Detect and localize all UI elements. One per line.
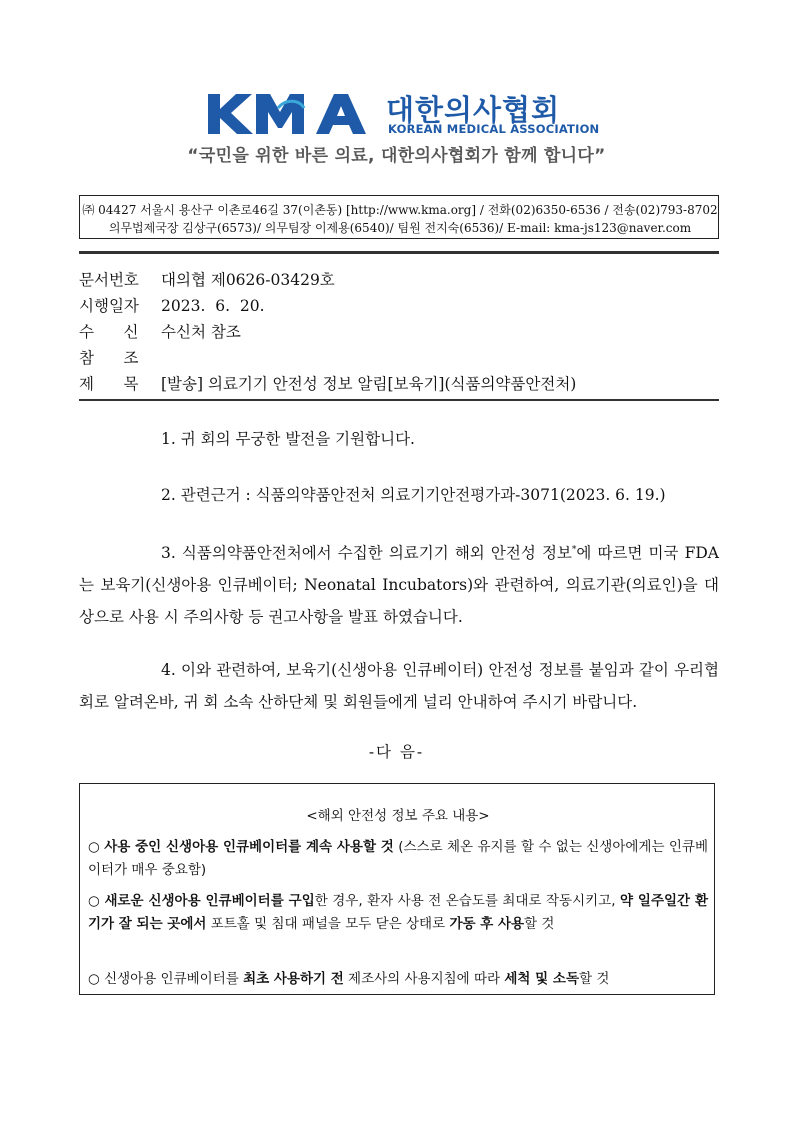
item-2-bold-2: 약 일주일간 환기가 잘 되는 곳에서 <box>88 893 708 932</box>
notice-heading: -다 음- <box>368 743 425 761</box>
item-2-bold-1: 새로운 신생아용 인큐베이터를 구입 <box>104 893 315 909</box>
bullet-circle: ○ <box>88 893 100 909</box>
meta-label: 참 조 <box>79 349 139 367</box>
item-1-text: (스스로 체온 유지를 할 수 없는 신생아에게는 인큐베이터가 매우 중요함) <box>88 839 708 878</box>
meta-recipient <box>79 320 241 342</box>
paragraph-3-start: 3. 식품의약품안전처에서 수집한 의료기기 해외 안전성 정보 <box>161 544 572 563</box>
meta-reference <box>79 346 161 368</box>
paragraph-3 <box>79 534 719 633</box>
safety-info-title: <해외 안전성 정보 주요 내용> <box>306 808 490 824</box>
meta-issue-date <box>79 294 265 316</box>
item-3-text-1: 신생아용 인큐베이터를 <box>99 971 244 987</box>
contact-box <box>79 195 719 239</box>
item-3-bold-1: 최초 사용하기 전 <box>243 971 344 987</box>
item-1-bold: 사용 중인 신생아용 인큐베이터를 계속 사용할 것 <box>104 839 394 855</box>
meta-label: 수 신 <box>79 323 139 341</box>
paragraph-1: 1. 귀 회의 무궁한 발전을 기원합니다. <box>161 430 415 448</box>
paragraph-2: 2. 관련근거 : 식품의약품안전처 의료기기안전평가과-3071(2023. 6. 19.) <box>161 486 666 504</box>
meta-divider <box>79 399 719 401</box>
item-3-bold-2: 세척 및 소독 <box>504 971 579 987</box>
bullet-circle: ○ <box>88 839 100 855</box>
paragraph-3-end: 에 따르면 미국 FDA는 보육기(신생아용 인큐베이터; Neonatal Incubators)와 관련하여, 의료기관(의료인)을 대상으로 사용 시 주의사항 등 권고사항을 발표 하였습니다. <box>79 544 719 627</box>
safety-info-item-2 <box>88 890 708 936</box>
item-2-text-1: 한 경우, 환자 사용 전 온습도를 최대로 작동시키고, <box>314 893 620 909</box>
kma-logo <box>208 90 600 138</box>
item-2-text-2: 포트홀 및 침대 패널을 모두 닫은 상태로 <box>206 916 450 932</box>
slogan: “국민을 위한 바른 의료, 대한의사협회가 함께 합니다” <box>187 146 606 166</box>
logo-korean-text: 대한의사협회 <box>386 93 561 127</box>
kma-letters-logo <box>208 90 378 136</box>
meta-value: 대의협 제0626-03429호 <box>161 271 335 289</box>
item-3-text-3: 할 것 <box>579 971 610 987</box>
footnote-marker: * <box>571 545 577 555</box>
safety-info-box <box>79 783 715 995</box>
safety-info-item-3 <box>88 968 708 991</box>
item-2-text-3: 할 것 <box>524 916 555 932</box>
contact-line-address: ㈜ 04427 서울시 용산구 이촌로46길 37(이촌동) [http://www.kma.org] / 전화(02)6350-6536 / 전송(02)793-8702 <box>82 203 718 217</box>
meta-value: 수신처 참조 <box>161 323 241 341</box>
header-divider <box>79 251 719 254</box>
contact-line-staff: 의무법제국장 김상구(6573)/ 의무팀장 이제용(6540)/ 팀원 전지숙(6536)/ E-mail: kma-js123@naver.com <box>108 221 692 235</box>
meta-label: 문서번호 <box>79 271 139 289</box>
meta-label: 시행일자 <box>79 297 139 315</box>
logo-english-text: KOREAN MEDICAL ASSOCIATION <box>388 122 600 136</box>
meta-value: [발송] 의료기기 안전성 정보 알림[보육기](식품의약품안전처) <box>161 375 577 393</box>
meta-document-number <box>79 268 335 290</box>
item-2-bold-3: 가동 후 사용 <box>449 916 525 932</box>
meta-value: 2023. 6. 20. <box>161 297 265 315</box>
safety-info-item-1 <box>88 836 708 882</box>
meta-label: 제 목 <box>79 375 139 393</box>
paragraph-4: 4. 이와 관련하여, 보육기(신생아용 인큐베이터) 안전성 정보를 붙임과 같이 우리협회로 알려온바, 귀 회 소속 산하단체 및 회원들에게 널리 안내하여 주시기 바랍니다. <box>79 661 719 711</box>
meta-subject <box>79 372 576 394</box>
bullet-circle: ○ <box>88 971 100 987</box>
item-3-text-2: 제조사의 사용지침에 따라 <box>343 971 505 987</box>
